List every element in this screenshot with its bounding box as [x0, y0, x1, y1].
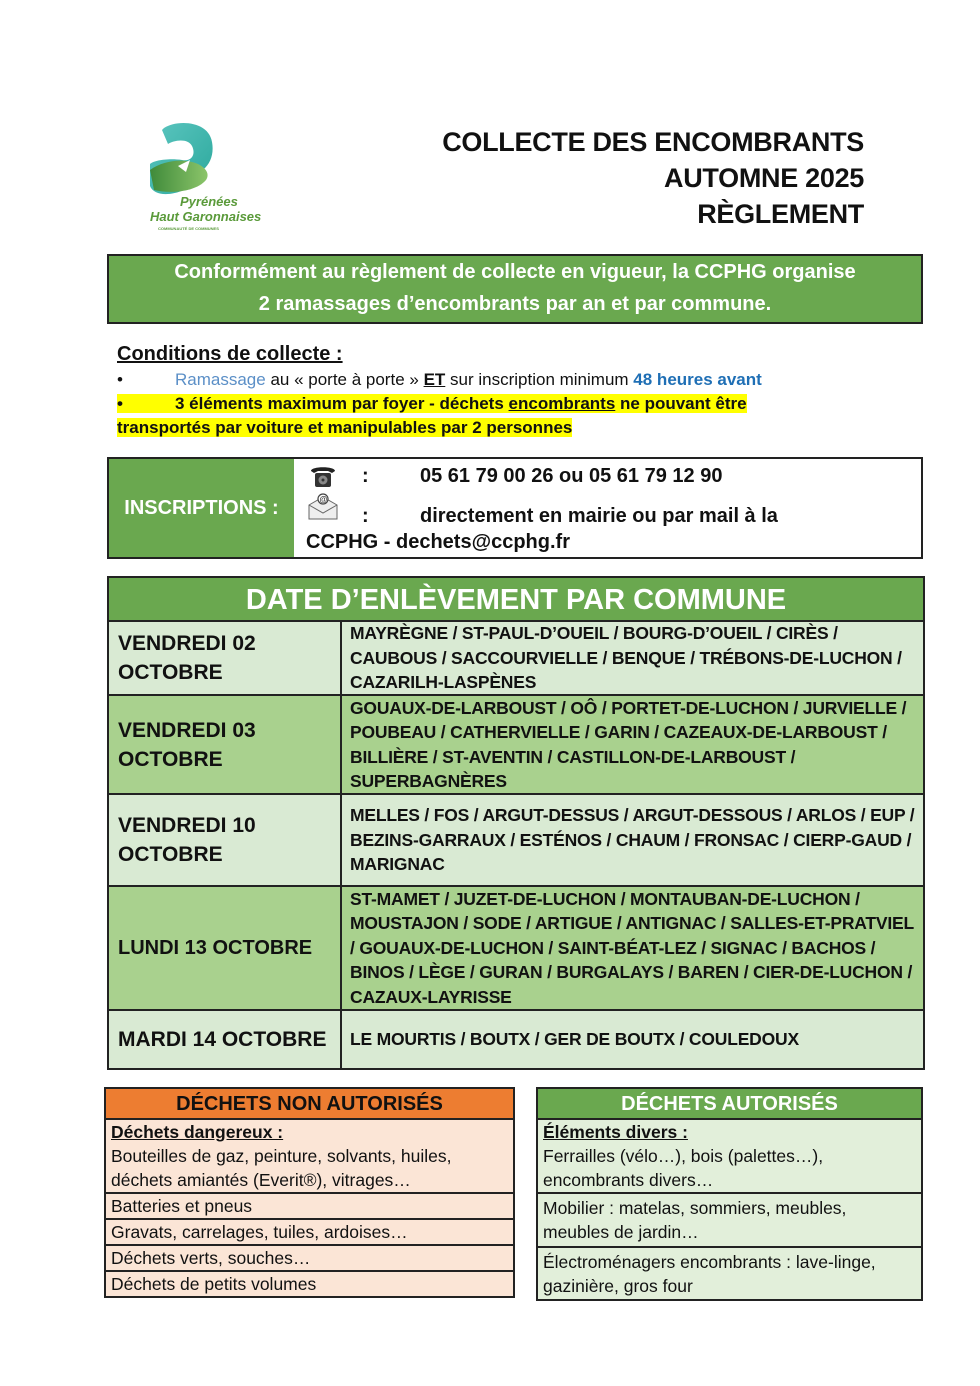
- intro-line-1: Conformément au règlement de collecte en vigueur, la CCPHG organise: [174, 261, 856, 283]
- mail-colon: :: [362, 505, 369, 527]
- misc-items-title: Éléments divers :: [543, 1122, 688, 1142]
- communes-list: GOUAUX-DE-LARBOUST / OÔ / PORTET-DE-LUCHON / JURVIELLE / POUBEAU / CATHERVIELLE / GARIN / CAZEAUX-DE-LARBOUST / BILLIÈRE / ST-AVENTIN / CASTILLON-DE-LARBOUST / SUPERBAGNÈRES: [350, 697, 907, 791]
- condition-bullet-2-line-2: [117, 416, 917, 440]
- ccphg-logo: [140, 120, 262, 235]
- table-row: [109, 696, 923, 795]
- et-text: ET: [423, 370, 446, 389]
- phone-numbers[interactable]: 05 61 79 00 26 ou 05 61 79 12 90: [420, 465, 723, 487]
- delay-text: 48 heures avant: [633, 370, 762, 389]
- mail-icon: [306, 491, 340, 521]
- dates-table: [107, 576, 925, 1070]
- dangerous-waste-cell: [106, 1120, 513, 1194]
- collection-day: VENDREDI 10 OCTOBRE: [109, 795, 342, 885]
- communes-list: MELLES / FOS / ARGUT-DESSUS / ARGUT-DESSOUS / ARLOS / EUP / BEZINS-GARRAUX / ESTÉNOS / CHAUM / FRONSAC / CIERP-GAUD / MARIGNAC: [350, 805, 915, 875]
- phone-icon: [308, 463, 338, 489]
- collection-day: LUNDI 13 OCTOBRE: [109, 887, 342, 1009]
- mail-address[interactable]: CCPHG - dechets@ccphg.fr: [306, 531, 570, 553]
- dangerous-waste-text: Bouteilles de gaz, peinture, solvants, huiles, déchets amiantés (Everit®), vitrages…: [111, 1146, 452, 1190]
- mail-text: directement en mairie ou par mail à la: [420, 505, 778, 527]
- list-item: Déchets verts, souches…: [106, 1246, 513, 1272]
- encombrants-text: encombrants: [508, 394, 616, 413]
- dates-table-heading: DATE D’ENLÈVEMENT PAR COMMUNE: [109, 578, 923, 622]
- title-line-3: RÈGLEMENT: [697, 199, 864, 229]
- condition-bullet-2: [117, 392, 917, 416]
- ne-pouvant-text: ne pouvant être: [615, 394, 747, 413]
- table-row: [109, 1011, 923, 1068]
- conditions-section: [117, 340, 917, 440]
- logo-text-pyrenees: Pyrénées: [180, 194, 238, 209]
- table-row: [109, 795, 923, 887]
- communes-list: LE MOURTIS / BOUTX / GER DE BOUTX / COULEDOUX: [350, 1029, 799, 1050]
- authorized-waste-table: [536, 1087, 923, 1301]
- ramassage-text: Ramassage: [175, 370, 266, 389]
- communes-list: MAYRÈGNE / ST-PAUL-D’OUEIL / BOURG-D’OUEIL / CIRÈS / CAUBOUS / SACCOURVIELLE / BENQUE / TRÉBONS-DE-LUCHON / CAZARILH-LASPÈNES: [350, 623, 902, 693]
- inscriptions-details: [304, 459, 914, 557]
- logo-text-haut-garonnaises: Haut Garonnaises: [150, 209, 262, 224]
- misc-items-text: Ferrailles (vélo…), bois (palettes…), encombrants divers…: [543, 1146, 824, 1190]
- collection-day: VENDREDI 02 OCTOBRE: [109, 622, 342, 694]
- logo-text-communaute: COMMUNAUTÉ DE COMMUNES: [158, 226, 219, 231]
- max-elements-text: 3 éléments maximum par foyer - déchets: [175, 394, 509, 413]
- svg-text:@: @: [319, 495, 328, 504]
- collection-day: VENDREDI 03 OCTOBRE: [109, 696, 342, 793]
- document-title: [442, 124, 864, 232]
- list-item: Électroménagers encombrants : lave-linge, gazinière, gros four: [538, 1248, 921, 1299]
- dangerous-waste-title: Déchets dangereux :: [111, 1122, 284, 1142]
- inscriptions-box: [107, 457, 923, 559]
- list-item: Batteries et pneus: [106, 1194, 513, 1220]
- misc-items-cell: [538, 1120, 921, 1194]
- condition-bullet-1: [117, 368, 917, 392]
- non-authorized-heading: DÉCHETS NON AUTORISÉS: [106, 1089, 513, 1120]
- authorized-heading: DÉCHETS AUTORISÉS: [538, 1089, 921, 1120]
- porte-a-porte-text: au « porte à porte »: [265, 370, 424, 389]
- conditions-title: Conditions de collecte :: [117, 343, 343, 365]
- phone-colon: :: [362, 465, 369, 487]
- list-item: Mobilier : matelas, sommiers, meubles, meubles de jardin…: [538, 1194, 921, 1248]
- bullet-icon: •: [117, 394, 123, 413]
- table-row: [109, 622, 923, 696]
- transport-text: transportés par voiture et manipulables par 2 personnes: [117, 418, 573, 437]
- table-row: [109, 887, 923, 1011]
- list-item: Gravats, carrelages, tuiles, ardoises…: [106, 1220, 513, 1246]
- inscriptions-label: INSCRIPTIONS :: [109, 459, 294, 557]
- bullet-icon: •: [117, 370, 123, 389]
- communes-list: ST-MAMET / JUZET-DE-LUCHON / MONTAUBAN-DE-LUCHON / MOUSTAJON / SODE / ARTIGUE / ANTIGNAC / SALLES-ET-PRATVIEL / GOUAUX-DE-LUCHON / SAINT-BÉAT-LEZ / SIGNAC / BACHOS / BINOS / LÈGE / GURAN / BURGALAYS / BAREN / CIER-DE-LUCHON / CAZAUX-LAYRISSE: [350, 888, 914, 1007]
- title-line-2: AUTOMNE 2025: [664, 163, 864, 193]
- collection-day: MARDI 14 OCTOBRE: [109, 1011, 342, 1068]
- title-line-1: COLLECTE DES ENCOMBRANTS: [442, 127, 864, 157]
- intro-line-2: 2 ramassages d’encombrants par an et par commune.: [258, 293, 772, 315]
- logo-mark-icon: [140, 120, 250, 200]
- intro-banner: [107, 254, 923, 324]
- list-item: Déchets de petits volumes: [106, 1272, 513, 1296]
- non-authorized-waste-table: [104, 1087, 515, 1298]
- inscription-text: sur inscription minimum: [445, 370, 634, 389]
